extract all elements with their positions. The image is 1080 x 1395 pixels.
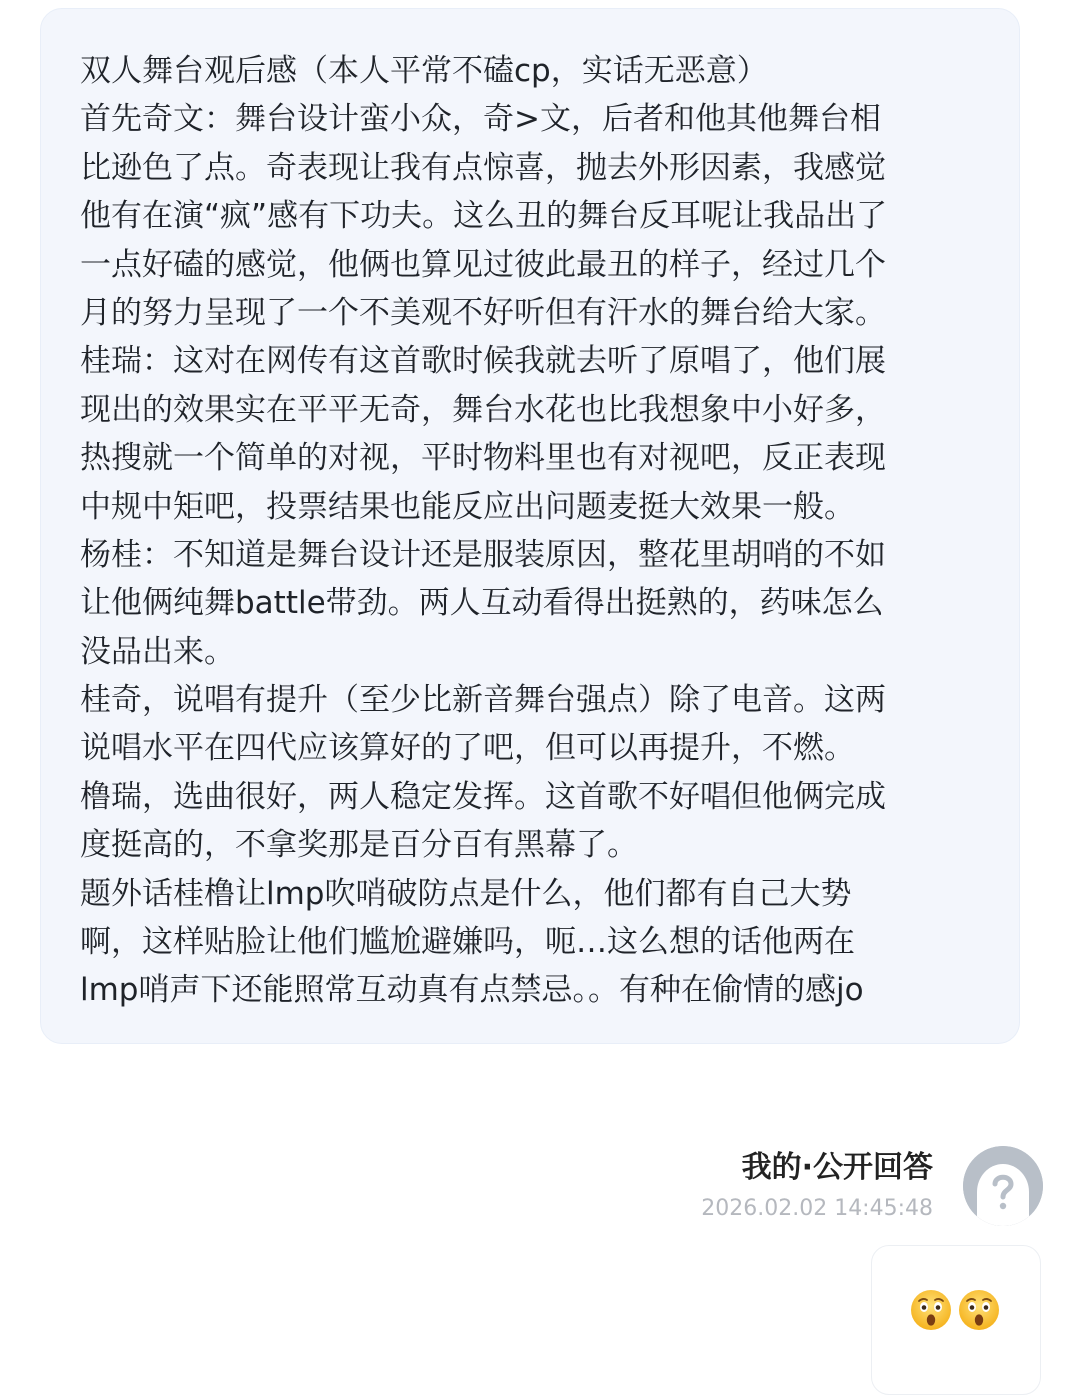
astonished-face-icon	[957, 1288, 1001, 1332]
question-line: 桂瑞：这对在网传有这首歌时候我就去听了原唱了，他们展	[80, 343, 886, 380]
question-line: 题外话桂橹让lmp吹哨破防点是什么，他们都有自己大势	[80, 875, 852, 912]
question-line: 让他俩纯舞battle带劲。两人互动看得出挺熟的，药味怎么	[80, 585, 884, 622]
question-line: 现出的效果实在平平无奇，舞台水花也比我想象中小好多，	[80, 391, 886, 428]
question-line: 中规中矩吧，投票结果也能反应出问题麦挺大效果一般。	[80, 488, 855, 525]
question-line: 双人舞台观后感（本人平常不磕cp，实话无恶意）	[80, 53, 768, 89]
astonished-face-icon	[909, 1288, 953, 1332]
question-text	[80, 47, 980, 1015]
avatar[interactable]	[963, 1146, 1043, 1226]
question-line: 度挺高的，不拿奖那是百分百有黑幕了。	[80, 827, 638, 864]
question-line: 首先奇文：舞台设计蛮小众，奇>文，后者和他其他舞台相	[80, 101, 881, 138]
reply-title: 我的·公开回答	[741, 1150, 933, 1185]
question-line: 热搜就一个简单的对视，平时物料里也有对视吧，反正表现	[80, 440, 886, 477]
question-line: 比逊色了点。奇表现让我有点惊喜，抛去外形因素，我感觉	[80, 149, 886, 186]
question-line: 一点好磕的感觉，他俩也算见过彼此最丑的样子，经过几个	[80, 246, 886, 283]
question-line: 没品出来。	[80, 633, 235, 670]
question-line: 说唱水平在四代应该算好的了吧，但可以再提升，不燃。	[80, 730, 855, 767]
question-line: 杨桂：不知道是舞台设计还是服装原因，整花里胡哨的不如	[80, 536, 886, 573]
question-line: 月的努力呈现了一个不美观不好听但有汗水的舞台给大家。	[80, 294, 886, 331]
question-line: lmp哨声下还能照常互动真有点禁忌。。有种在偷情的感jo	[80, 972, 864, 1009]
anonymous-question-mark-icon	[963, 1146, 1043, 1226]
reply-timestamp: 2026.02.02 14:45:48	[701, 1196, 933, 1221]
answer-emojis	[909, 1288, 1001, 1332]
question-line: 他有在演“疯”感有下功夫。这么丑的舞台反耳呢让我品出了	[80, 198, 888, 235]
question-line: 桂奇，说唱有提升（至少比新音舞台强点）除了电音。这两	[80, 682, 886, 719]
question-line: 橹瑞，选曲很好，两人稳定发挥。这首歌不好唱但他俩完成	[80, 778, 886, 815]
reply-meta	[701, 1148, 933, 1224]
question-line: 啊，这样贴脸让他们尴尬避嫌吗，呃…这么想的话他两在	[80, 924, 855, 961]
